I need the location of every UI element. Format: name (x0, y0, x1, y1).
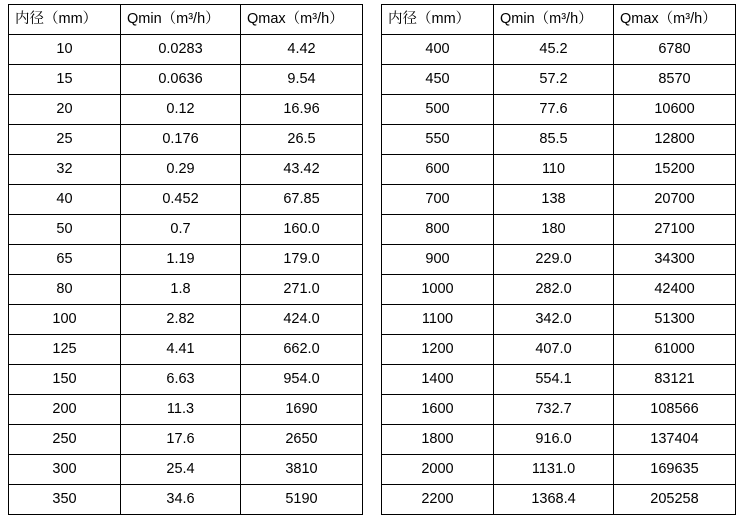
cell-qmax: 2650 (241, 425, 363, 455)
cell-qmin: 57.2 (494, 65, 614, 95)
cell-qmax: 27100 (614, 215, 736, 245)
cell-qmin: 1.19 (121, 245, 241, 275)
cell-qmax: 20700 (614, 185, 736, 215)
cell-qmin: 342.0 (494, 305, 614, 335)
cell-inner-diameter: 2000 (382, 455, 494, 485)
table-row (9, 155, 363, 185)
cell-inner-diameter: 100 (9, 305, 121, 335)
cell-qmax: 9.54 (241, 65, 363, 95)
column-header-qmax: Qmax（m³/h） (614, 5, 736, 35)
cell-inner-diameter: 1000 (382, 275, 494, 305)
table-row (382, 275, 736, 305)
cell-qmax: 26.5 (241, 125, 363, 155)
table-row (382, 125, 736, 155)
cell-qmin: 916.0 (494, 425, 614, 455)
table-row (382, 455, 736, 485)
cell-qmin: 407.0 (494, 335, 614, 365)
cell-qmin: 17.6 (121, 425, 241, 455)
cell-inner-diameter: 10 (9, 35, 121, 65)
cell-qmin: 85.5 (494, 125, 614, 155)
cell-qmin: 77.6 (494, 95, 614, 125)
cell-qmin: 0.0283 (121, 35, 241, 65)
cell-inner-diameter: 32 (9, 155, 121, 185)
cell-qmax: 42400 (614, 275, 736, 305)
cell-qmin: 2.82 (121, 305, 241, 335)
cell-inner-diameter: 900 (382, 245, 494, 275)
cell-qmax: 34300 (614, 245, 736, 275)
table-row (382, 35, 736, 65)
cell-qmax: 61000 (614, 335, 736, 365)
table-row (382, 305, 736, 335)
cell-qmax: 1690 (241, 395, 363, 425)
right-flow-table (381, 4, 736, 515)
cell-qmax: 67.85 (241, 185, 363, 215)
table-row (9, 125, 363, 155)
table-row (9, 485, 363, 515)
cell-qmax: 424.0 (241, 305, 363, 335)
cell-qmin: 0.0636 (121, 65, 241, 95)
cell-qmax: 4.42 (241, 35, 363, 65)
cell-inner-diameter: 15 (9, 65, 121, 95)
cell-qmin: 0.452 (121, 185, 241, 215)
cell-qmax: 83121 (614, 365, 736, 395)
cell-inner-diameter: 40 (9, 185, 121, 215)
cell-qmin: 0.12 (121, 95, 241, 125)
table-row (9, 335, 363, 365)
cell-qmax: 137404 (614, 425, 736, 455)
table-row (9, 455, 363, 485)
cell-qmin: 1.8 (121, 275, 241, 305)
table-row (382, 65, 736, 95)
cell-inner-diameter: 1400 (382, 365, 494, 395)
table-row (382, 215, 736, 245)
table-row (382, 245, 736, 275)
table-row (382, 485, 736, 515)
cell-inner-diameter: 200 (9, 395, 121, 425)
cell-inner-diameter: 800 (382, 215, 494, 245)
cell-inner-diameter: 65 (9, 245, 121, 275)
cell-inner-diameter: 450 (382, 65, 494, 95)
cell-inner-diameter: 125 (9, 335, 121, 365)
cell-qmin: 45.2 (494, 35, 614, 65)
cell-inner-diameter: 1200 (382, 335, 494, 365)
cell-qmin: 180 (494, 215, 614, 245)
column-header-inner-diameter: 内径（mm） (9, 5, 121, 35)
cell-inner-diameter: 50 (9, 215, 121, 245)
cell-qmax: 662.0 (241, 335, 363, 365)
cell-qmax: 8570 (614, 65, 736, 95)
cell-qmax: 15200 (614, 155, 736, 185)
table-header-row (382, 5, 736, 35)
cell-qmax: 10600 (614, 95, 736, 125)
cell-qmax: 43.42 (241, 155, 363, 185)
cell-qmax: 5190 (241, 485, 363, 515)
cell-qmax: 108566 (614, 395, 736, 425)
column-header-qmin: Qmin（m³/h） (494, 5, 614, 35)
table-row (9, 95, 363, 125)
cell-qmin: 25.4 (121, 455, 241, 485)
cell-inner-diameter: 600 (382, 155, 494, 185)
cell-inner-diameter: 1800 (382, 425, 494, 455)
cell-inner-diameter: 350 (9, 485, 121, 515)
cell-qmin: 1131.0 (494, 455, 614, 485)
table-row (9, 365, 363, 395)
table-row (9, 185, 363, 215)
table-row (9, 395, 363, 425)
cell-qmax: 179.0 (241, 245, 363, 275)
column-header-inner-diameter: 内径（mm） (382, 5, 494, 35)
cell-qmin: 6.63 (121, 365, 241, 395)
cell-qmin: 1368.4 (494, 485, 614, 515)
cell-qmin: 229.0 (494, 245, 614, 275)
cell-qmax: 954.0 (241, 365, 363, 395)
cell-inner-diameter: 500 (382, 95, 494, 125)
cell-qmin: 554.1 (494, 365, 614, 395)
cell-qmin: 0.7 (121, 215, 241, 245)
table-row (382, 365, 736, 395)
cell-qmin: 0.29 (121, 155, 241, 185)
cell-inner-diameter: 250 (9, 425, 121, 455)
table-row (9, 65, 363, 95)
table-row (9, 305, 363, 335)
table-row (382, 95, 736, 125)
cell-qmin: 282.0 (494, 275, 614, 305)
cell-inner-diameter: 25 (9, 125, 121, 155)
cell-inner-diameter: 150 (9, 365, 121, 395)
cell-qmax: 12800 (614, 125, 736, 155)
table-row (382, 155, 736, 185)
table-row (9, 425, 363, 455)
cell-inner-diameter: 1100 (382, 305, 494, 335)
column-header-qmax: Qmax（m³/h） (241, 5, 363, 35)
table-row (9, 35, 363, 65)
cell-qmin: 4.41 (121, 335, 241, 365)
table-row (382, 335, 736, 365)
cell-inner-diameter: 400 (382, 35, 494, 65)
cell-qmax: 160.0 (241, 215, 363, 245)
cell-qmax: 51300 (614, 305, 736, 335)
cell-qmin: 732.7 (494, 395, 614, 425)
cell-inner-diameter: 300 (9, 455, 121, 485)
cell-inner-diameter: 550 (382, 125, 494, 155)
cell-inner-diameter: 2200 (382, 485, 494, 515)
cell-qmin: 138 (494, 185, 614, 215)
column-header-qmin: Qmin（m³/h） (121, 5, 241, 35)
cell-inner-diameter: 80 (9, 275, 121, 305)
table-row (9, 245, 363, 275)
cell-qmin: 34.6 (121, 485, 241, 515)
table-header-row (9, 5, 363, 35)
cell-qmin: 110 (494, 155, 614, 185)
table-row (382, 425, 736, 455)
cell-inner-diameter: 700 (382, 185, 494, 215)
cell-qmin: 0.176 (121, 125, 241, 155)
cell-qmax: 205258 (614, 485, 736, 515)
cell-qmax: 271.0 (241, 275, 363, 305)
table-row (9, 275, 363, 305)
cell-inner-diameter: 1600 (382, 395, 494, 425)
cell-qmax: 6780 (614, 35, 736, 65)
table-row (382, 395, 736, 425)
table-row (382, 185, 736, 215)
cell-qmax: 3810 (241, 455, 363, 485)
left-flow-table (8, 4, 363, 515)
cell-qmax: 16.96 (241, 95, 363, 125)
cell-inner-diameter: 20 (9, 95, 121, 125)
table-row (9, 215, 363, 245)
cell-qmax: 169635 (614, 455, 736, 485)
cell-qmin: 11.3 (121, 395, 241, 425)
